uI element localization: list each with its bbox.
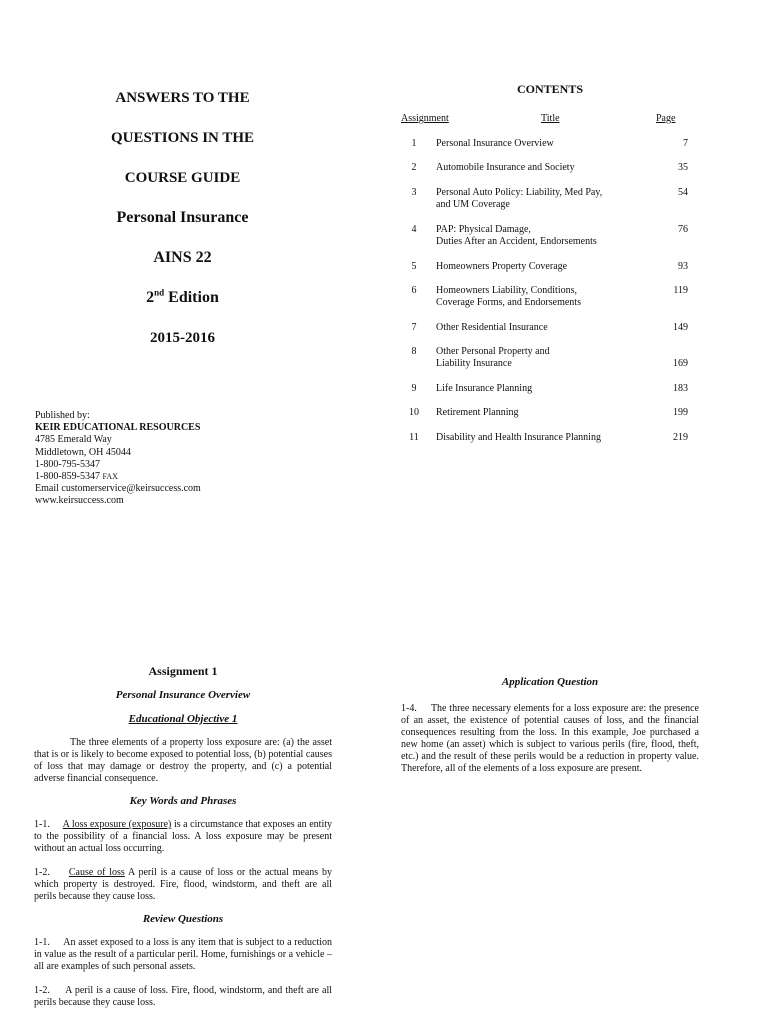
key-word-2-number: 1-2.	[34, 867, 50, 878]
publisher-phone-1: 1-800-795-5347	[35, 458, 100, 470]
key-word-2	[34, 867, 332, 903]
key-words-heading: Key Words and Phrases	[129, 795, 237, 807]
contents-row-number: 1	[411, 138, 417, 149]
review-answer-1	[34, 937, 332, 973]
contents-row-page: 219	[673, 432, 688, 443]
contents-row-title: Life Insurance Planning	[436, 383, 533, 394]
edition-suffix: nd	[154, 287, 165, 298]
assignment-heading: Assignment 1	[148, 664, 218, 678]
key-word-2-term: Cause of loss	[68, 867, 125, 878]
review-answer-2-text: A peril is a cause of loss. Fire, flood, windstorm, and theft are all perils because they cause loss.	[34, 985, 332, 1008]
contents-row-title: Personal Insurance Overview	[436, 138, 554, 149]
contents-title: CONTENTS	[516, 82, 584, 96]
application-heading: Application Question	[501, 676, 599, 688]
publisher-name: KEIR EDUCATIONAL RESOURCES	[35, 422, 201, 434]
educational-objective-heading: Educational Objective 1	[128, 713, 238, 725]
key-word-2-text: A peril is a cause of loss or the actual means by which property is destroyed. Fire, flood, windstorm, and theft are all perils because they cause loss.	[34, 867, 332, 902]
publisher-address-2: Middletown, OH 45044	[35, 446, 131, 458]
review-answer-2-number: 1-2.	[34, 985, 50, 996]
publisher-label: Published by:	[35, 410, 90, 421]
publisher-info	[35, 410, 201, 508]
course-code: AINS 22	[153, 249, 212, 266]
key-word-1	[34, 819, 332, 855]
edition-years: 2015-2016	[150, 330, 215, 346]
contents-row-title: Other Residential Insurance	[436, 322, 548, 333]
contents-row-number: 10	[409, 407, 419, 418]
review-answer-1-number: 1-1.	[34, 937, 50, 948]
review-questions-heading: Review Questions	[142, 913, 224, 925]
contents-row-page: 199	[673, 407, 688, 418]
edition	[30, 288, 335, 308]
publisher-fax-line	[35, 471, 201, 483]
contents-row-title: Automobile Insurance and Society	[436, 162, 575, 173]
publisher-fax-label: FAX	[102, 472, 118, 482]
contents-row-page: 93	[678, 261, 688, 272]
contents-header-assignment: Assignment	[401, 113, 449, 124]
contents-row-page: 149	[673, 322, 688, 333]
contents-row-title: Homeowners Property Coverage	[436, 261, 568, 272]
application-answer	[401, 703, 699, 775]
contents-row-page: 54	[678, 187, 688, 198]
contents-row-page: 35	[678, 162, 688, 173]
contents-row-number: 9	[411, 383, 417, 394]
application-answer-text: The three necessary elements for a loss exposure are: the presence of an asset, the existence of potential causes of loss, and the financial consequences resulting from the loss. In this example, Joe purchased a new home (an asset) which is subject to various perils (fire, flood, theft, etc.) and the result of these perils would be a reduction in property value. Therefore, all of the elements of a loss exposure are present.	[401, 703, 699, 774]
edition-number: 2	[146, 289, 155, 306]
contents-header-title: Title	[541, 113, 560, 124]
publisher-website[interactable]: www.keirsuccess.com	[35, 495, 124, 507]
contents-row-number: 4	[411, 224, 417, 235]
contents-row-page: 76	[678, 224, 688, 235]
publisher-phone-2: 1-800-859-5347	[35, 471, 100, 483]
contents-header-page: Page	[656, 113, 676, 124]
title-line-2: QUESTIONS IN THE	[110, 130, 255, 146]
key-word-1-term: A loss exposure (exposure)	[62, 819, 172, 830]
objective-text: The three elements of a property loss exposure are: (a) the asset that is or is likely to become exposed to potential loss, (b) potential causes of loss that may damage or destroy the property, and (c) a potential adverse financial consequence.	[34, 737, 332, 784]
contents-row-page: 169	[673, 358, 688, 369]
title-line-1: ANSWERS TO THE	[115, 90, 250, 106]
contents-row-number: 7	[411, 322, 417, 333]
application-answer-number: 1-4.	[401, 703, 417, 714]
assignment-column	[34, 665, 332, 1009]
contents-row-number: 3	[411, 187, 417, 198]
key-word-1-number: 1-1.	[34, 819, 50, 830]
application-column	[401, 676, 699, 775]
title-line-3: COURSE GUIDE	[124, 170, 241, 186]
assignment-subtitle: Personal Insurance Overview	[115, 689, 251, 701]
contents-row-title	[436, 346, 636, 370]
title-block	[30, 88, 335, 368]
review-answer-1-text: An asset exposed to a loss is any item that is subject to a reduction in value as the result of a particular peril. Home, furnishings or a vehicle – all are examples of such personal assets.	[34, 937, 333, 972]
publisher-email[interactable]: Email customerservice@keirsuccess.com	[35, 483, 201, 495]
contents-row-title: Retirement Planning	[436, 407, 519, 418]
course-name: Personal Insurance	[116, 209, 249, 226]
contents-row-page: 7	[683, 138, 688, 149]
contents-row-page: 183	[673, 383, 688, 394]
contents-row-number: 5	[411, 261, 417, 272]
edition-word: Edition	[164, 289, 219, 306]
contents-row-number: 8	[411, 346, 417, 357]
contents-row-title-line-2: Duties After an Accident, Endorsements	[436, 236, 597, 247]
contents-row-title: Homeowners Liability, Conditions, Coverage Forms, and Endorsements	[436, 285, 581, 308]
contents-row-title: Personal Auto Policy: Liability, Med Pay, and UM Coverage	[436, 187, 603, 210]
contents-row-title: Disability and Health Insurance Planning	[436, 432, 601, 443]
contents-row-title-line-1: PAP: Physical Damage,	[436, 224, 531, 235]
publisher-address-1: 4785 Emerald Way	[35, 434, 112, 446]
review-answer-2	[34, 985, 332, 1009]
contents-row-title-line-2: Liability Insurance	[436, 358, 512, 369]
contents-row-page: 119	[673, 285, 688, 296]
key-word-1-text: is a circumstance that exposes an entity to the possibility of a financial loss. A loss exposure may be present without an actual loss occurring.	[34, 819, 333, 854]
contents-row-number: 2	[411, 162, 417, 173]
contents-row-title-line-1: Other Personal Property and	[436, 346, 550, 357]
contents-row-number: 6	[411, 285, 417, 296]
contents-row-title	[436, 224, 636, 248]
contents-row-number: 11	[409, 432, 419, 443]
